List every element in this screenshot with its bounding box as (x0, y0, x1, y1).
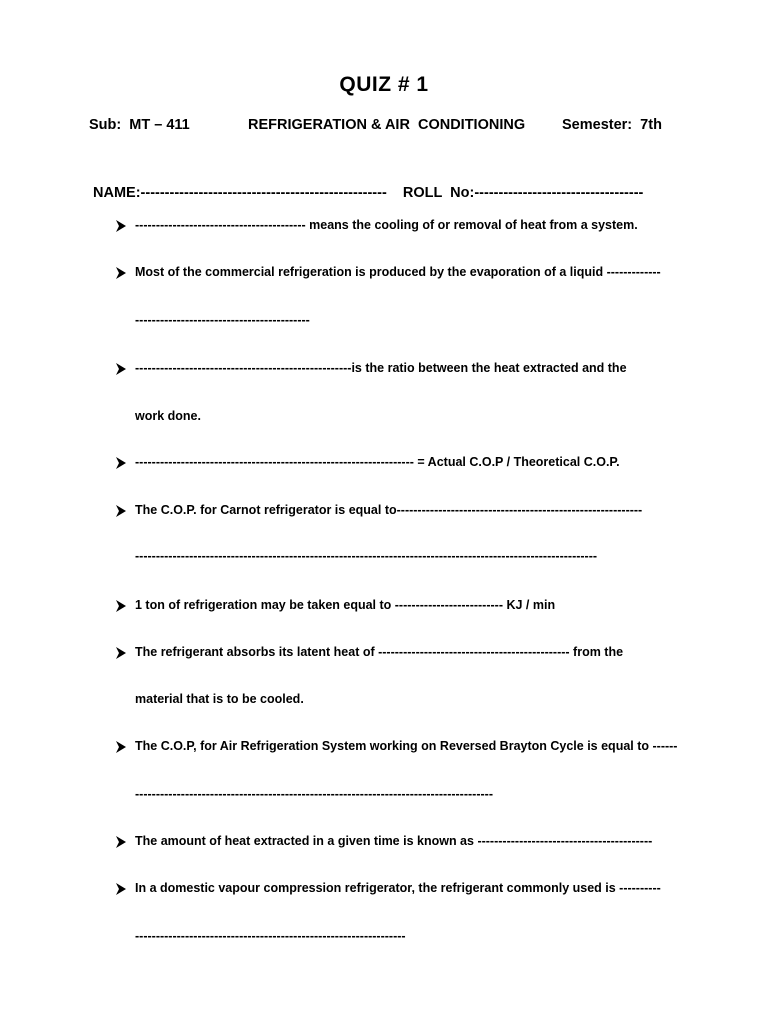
question-line-continued: ----------------------------------------------------------------- (135, 929, 406, 943)
question-line: 1 ton of refrigeration may be taken equal to -------------------------- KJ / min (135, 598, 556, 612)
question-line: Most of the commercial refrigeration is produced by the evaporation of a liquid ------------- (135, 265, 661, 279)
question-line-continued: material that is to be cooled. (135, 692, 304, 706)
name-blank: --------------------------------------------------- (140, 185, 387, 201)
arrow-bullet-icon (114, 455, 128, 471)
arrow-bullet-icon (114, 834, 128, 850)
name-label: NAME: (93, 185, 141, 201)
arrow-bullet-icon (114, 218, 128, 234)
arrow-bullet-icon (114, 881, 128, 897)
question-line: The C.O.P. for Carnot refrigerator is equal to----------------------------------------------------------- (135, 503, 643, 517)
question-line: ------------------------------------------------------------------- = Actual C.O.P / Theoretical C.O.P. (135, 455, 620, 469)
arrow-bullet-icon (114, 503, 128, 519)
name-roll-line (93, 185, 700, 201)
question-line: The refrigerant absorbs its latent heat of ---------------------------------------------- from the (135, 645, 624, 659)
question-line: In a domestic vapour compression refrigerator, the refrigerant commonly used is ---------- (135, 881, 661, 895)
question-line: ----------------------------------------------------is the ratio between the heat extracted and the (135, 361, 627, 375)
question-line-continued: --------------------------------------------------------------------------------------------------------------- (135, 549, 598, 563)
arrow-bullet-icon (114, 361, 128, 377)
roll-label: ROLL No: (402, 185, 475, 201)
arrow-bullet-icon (114, 739, 128, 755)
question-line-continued: work done. (135, 409, 201, 423)
arrow-bullet-icon (114, 265, 128, 281)
quiz-title: QUIZ # 1 (339, 73, 429, 96)
course-name: REFRIGERATION & AIR CONDITIONING (248, 117, 526, 133)
question-line-continued: ------------------------------------------ (135, 313, 310, 327)
question-line-continued: -------------------------------------------------------------------------------------- (135, 787, 493, 801)
semester: Semester: 7th (562, 117, 662, 133)
arrow-bullet-icon (114, 645, 128, 661)
question-line: The amount of heat extracted in a given time is known as ------------------------------------------ (135, 834, 653, 848)
question-line: The C.O.P, for Air Refrigeration System working on Reversed Brayton Cycle is equal to ------ (135, 739, 678, 753)
subject-code: Sub: MT – 411 (89, 117, 190, 133)
arrow-bullet-icon (114, 598, 128, 614)
roll-blank: ----------------------------------- (474, 185, 644, 201)
question-line: ----------------------------------------- means the cooling of or removal of heat from a system. (135, 218, 638, 232)
